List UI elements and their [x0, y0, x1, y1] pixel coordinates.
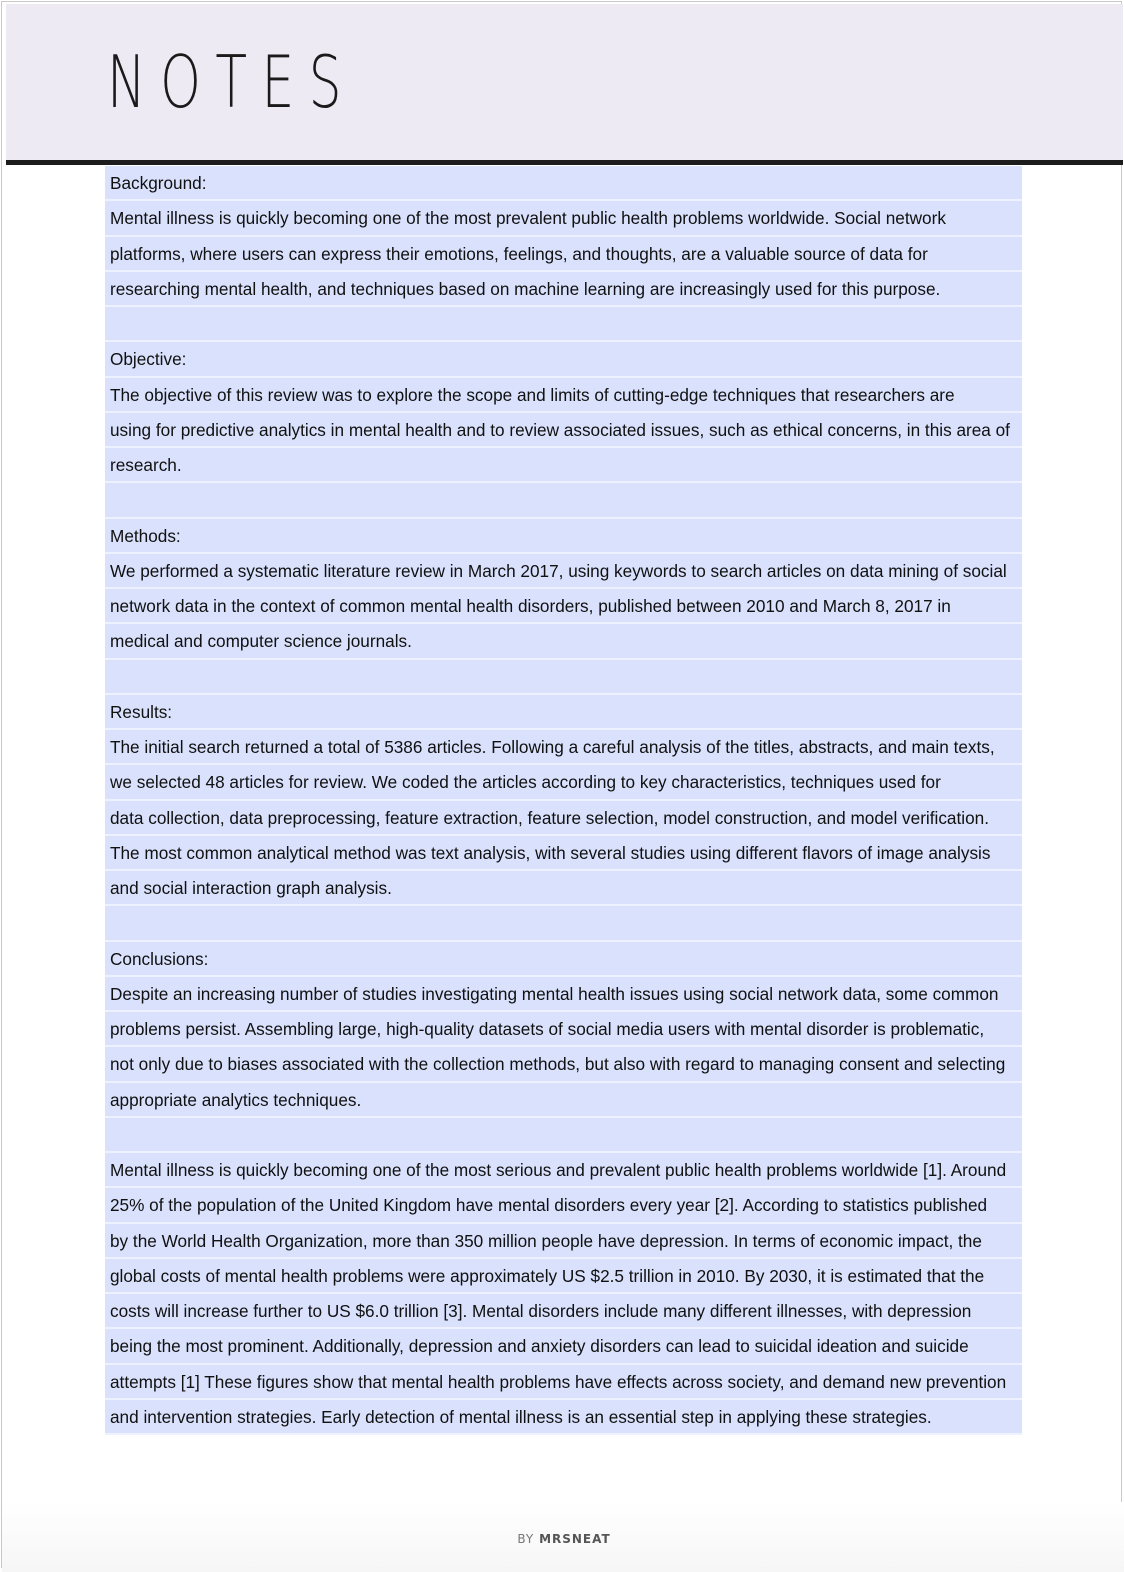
note-line: attempts [1] These figures show that mental health problems have effects across society, and demand new prevention [105, 1365, 1022, 1400]
footer [2, 1502, 1124, 1572]
note-line: not only due to biases associated with the collection methods, but also with regard to managing consent and selecting [105, 1047, 1022, 1082]
note-line [105, 906, 1022, 941]
note-line: Methods: [105, 519, 1022, 554]
note-line [105, 1118, 1022, 1153]
note-line: We performed a systematic literature review in March 2017, using keywords to search articles on data mining of social [105, 554, 1022, 589]
note-line: Background: [105, 166, 1022, 201]
notes-lines [105, 166, 1022, 1435]
note-line: medical and computer science journals. [105, 624, 1022, 659]
note-line: Despite an increasing number of studies investigating mental health issues using social network data, some common [105, 977, 1022, 1012]
note-line: 25% of the population of the United Kingdom have mental disorders every year [2]. According to statistics published [105, 1188, 1022, 1223]
note-line: by the World Health Organization, more than 350 million people have depression. In terms of economic impact, the [105, 1224, 1022, 1259]
note-line: appropriate analytics techniques. [105, 1083, 1022, 1118]
note-line: platforms, where users can express their emotions, feelings, and thoughts, are a valuable source of data for [105, 237, 1022, 272]
page [1, 1, 1122, 1568]
note-line: researching mental health, and techniques based on machine learning are increasingly used for this purpose. [105, 272, 1022, 307]
page-title: NOTES [107, 40, 356, 124]
note-line: Mental illness is quickly becoming one of the most prevalent public health problems worldwide. Social network [105, 201, 1022, 236]
note-line: The initial search returned a total of 5386 articles. Following a careful analysis of the titles, abstracts, and main texts, [105, 730, 1022, 765]
note-line [105, 660, 1022, 695]
note-line: being the most prominent. Additionally, depression and anxiety disorders can lead to suicidal ideation and suicide [105, 1329, 1022, 1364]
note-line: we selected 48 articles for review. We coded the articles according to key characteristics, techniques used for [105, 765, 1022, 800]
note-line: costs will increase further to US $6.0 trillion [3]. Mental disorders include many different illnesses, with depression [105, 1294, 1022, 1329]
note-line: Mental illness is quickly becoming one of the most serious and prevalent public health problems worldwide [1]. Around [105, 1153, 1022, 1188]
note-line: problems persist. Assembling large, high-quality datasets of social media users with mental disorder is problematic, [105, 1012, 1022, 1047]
note-line [105, 483, 1022, 518]
note-line: and intervention strategies. Early detection of mental illness is an essential step in applying these strategies. [105, 1400, 1022, 1435]
note-line: network data in the context of common mental health disorders, published between 2010 and March 8, 2017 in [105, 589, 1022, 624]
note-line: The most common analytical method was text analysis, with several studies using different flavors of image analysis [105, 836, 1022, 871]
note-line: data collection, data preprocessing, feature extraction, feature selection, model construction, and model verification. [105, 801, 1022, 836]
note-line: and social interaction graph analysis. [105, 871, 1022, 906]
note-line: using for predictive analytics in mental health and to review associated issues, such as ethical concerns, in this area of [105, 413, 1022, 448]
footer-by-label: BY [517, 1532, 540, 1546]
note-line: Objective: [105, 342, 1022, 377]
note-line: Conclusions: [105, 942, 1022, 977]
note-line [105, 307, 1022, 342]
footer-brand: MRSNEAT [539, 1532, 611, 1546]
header-banner [6, 4, 1123, 165]
note-line: The objective of this review was to explore the scope and limits of cutting-edge techniques that researchers are [105, 378, 1022, 413]
note-line: Results: [105, 695, 1022, 730]
footer-credit [2, 1532, 1124, 1546]
note-line: research. [105, 448, 1022, 483]
note-line: global costs of mental health problems were approximately US $2.5 trillion in 2010. By 2030, it is estimated that the [105, 1259, 1022, 1294]
